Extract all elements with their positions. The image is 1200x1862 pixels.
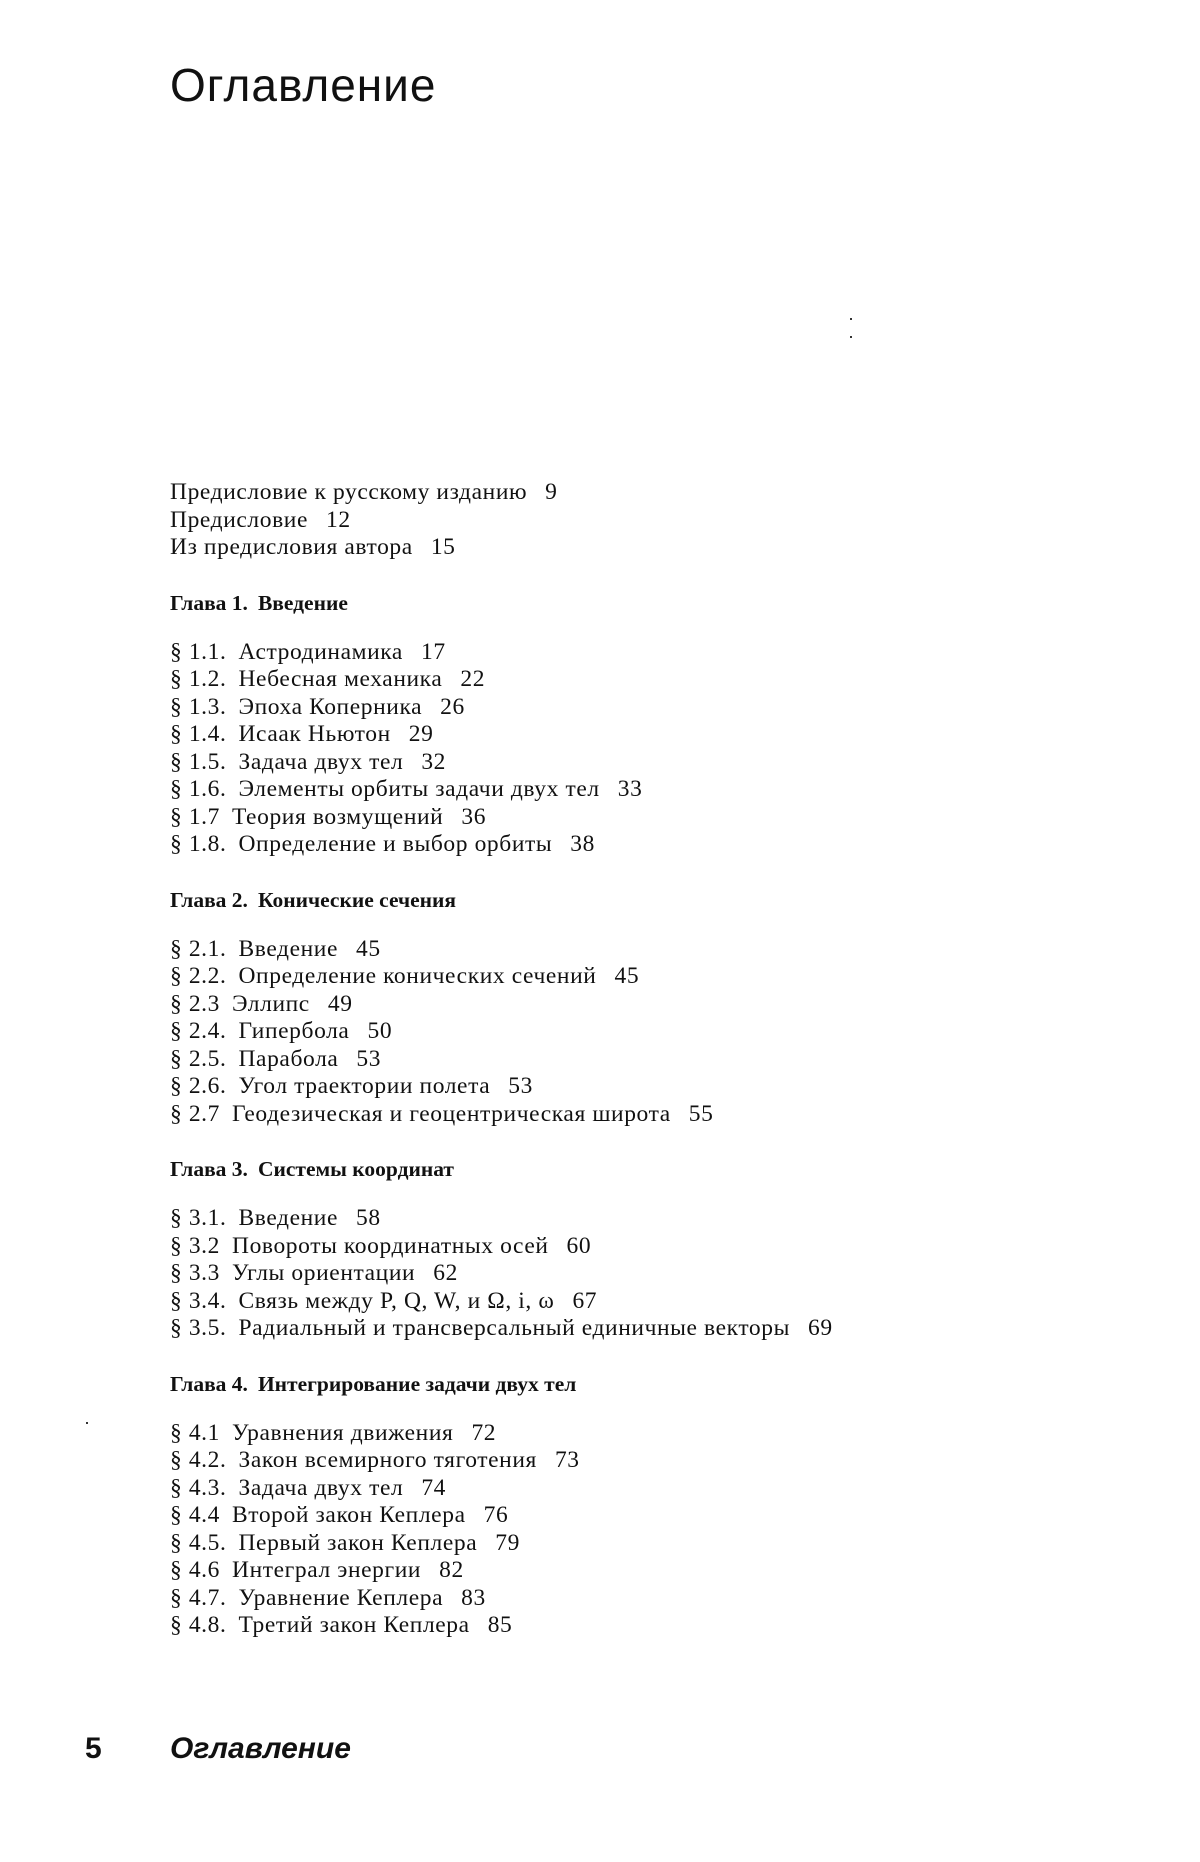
section-number: § 3.3: [170, 1260, 220, 1286]
section-number: § 2.2.: [170, 963, 227, 989]
chapter-heading: [170, 1371, 1130, 1398]
toc-entry: [170, 1046, 1130, 1074]
section-title: Связь между P, Q, W, и Ω, i, ω: [238, 1287, 555, 1314]
chapter-1: [170, 590, 1130, 859]
section-title: Третий закон Кеплера: [238, 1612, 470, 1638]
section-page: 58: [356, 1205, 381, 1231]
section-title: Уравнения движения: [232, 1419, 454, 1446]
section-page: 53: [508, 1073, 533, 1099]
section-title: Задача двух тел: [238, 1474, 404, 1501]
section-page: 33: [617, 776, 643, 802]
toc-entry: [170, 1205, 1130, 1233]
toc-entry: [170, 1420, 1130, 1448]
section-title: Определение конических сечений: [238, 963, 597, 989]
toc-entry: [170, 1447, 1130, 1475]
section-number: § 2.1.: [170, 935, 227, 962]
section-page: 85: [487, 1612, 513, 1638]
section-number: § 4.5.: [170, 1529, 227, 1556]
page-footer: [85, 1734, 351, 1764]
toc-entry: [170, 936, 1130, 964]
chapter-title: Интегрирование задачи двух тел: [257, 1371, 577, 1396]
section-page: 36: [461, 803, 487, 830]
table-of-contents: [170, 479, 1130, 1668]
toc-entry: [170, 1018, 1130, 1046]
section-page: 45: [356, 935, 381, 962]
section-page: 50: [367, 1018, 393, 1044]
section-number: § 1.3.: [170, 693, 227, 720]
toc-entry: [170, 507, 1130, 535]
toc-entry: [170, 1557, 1130, 1585]
section-number: § 1.5.: [170, 748, 227, 775]
toc-entry: [170, 831, 1130, 859]
section-number: § 4.7.: [170, 1584, 227, 1611]
section-page: 67: [572, 1287, 598, 1314]
section-number: § 3.2: [170, 1232, 220, 1259]
toc-entry: [170, 991, 1130, 1019]
chapter-heading: [170, 1156, 1130, 1183]
front-matter: [170, 479, 1130, 562]
section-title: Парабола: [238, 1045, 339, 1072]
section-title: Первый закон Кеплера: [238, 1529, 478, 1556]
section-title: Элементы орбиты задачи двух тел: [238, 776, 600, 802]
section-title: Эпоха Коперника: [238, 693, 423, 720]
section-page: 82: [439, 1557, 464, 1583]
section-title: Гипербола: [238, 1018, 350, 1044]
section-page: 49: [327, 990, 353, 1017]
section-number: § 3.1.: [170, 1205, 227, 1231]
entry-page: 9: [545, 479, 558, 505]
section-title: Астродинамика: [238, 638, 403, 665]
toc-entry: [170, 1073, 1130, 1101]
toc-entry: [170, 1315, 1130, 1343]
section-page: 83: [461, 1584, 486, 1611]
section-page: 62: [433, 1260, 458, 1286]
section-number: § 4.4: [170, 1502, 220, 1528]
toc-entry: [170, 666, 1130, 694]
section-number: § 1.1.: [170, 638, 227, 665]
section-title: Уравнение Кеплера: [238, 1584, 444, 1611]
toc-entry: [170, 1475, 1130, 1503]
section-number: § 2.6.: [170, 1073, 227, 1099]
scan-speck: [850, 336, 852, 338]
section-page: 32: [421, 748, 447, 775]
chapter-label: Глава 2.: [170, 887, 248, 912]
chapter-label: Глава 1.: [170, 590, 248, 615]
section-page: 69: [808, 1315, 833, 1341]
section-number: § 4.8.: [170, 1612, 227, 1638]
chapter-3: [170, 1156, 1130, 1343]
entry-page: 15: [430, 534, 456, 560]
toc-entry: [170, 776, 1130, 804]
section-number: § 4.6: [170, 1557, 220, 1583]
toc-entry: [170, 749, 1130, 777]
section-page: 72: [471, 1419, 497, 1446]
toc-entry: [170, 694, 1130, 722]
toc-entry: [170, 1101, 1130, 1129]
section-page: 26: [440, 693, 465, 720]
section-title: Задача двух тел: [238, 748, 404, 775]
chapter-heading: [170, 887, 1130, 914]
section-title: Радиальный и трансверсальный единичные векторы: [238, 1315, 791, 1341]
section-title: Интеграл энергии: [232, 1557, 422, 1583]
toc-entry: [170, 963, 1130, 991]
chapter-2: [170, 887, 1130, 1129]
section-number: § 1.2.: [170, 666, 227, 692]
section-page: 74: [421, 1474, 447, 1501]
section-title: Углы ориентации: [232, 1260, 416, 1286]
section-number: § 3.4.: [170, 1287, 227, 1314]
section-title: Введение: [238, 935, 339, 962]
section-title: Закон всемирного тяготения: [238, 1447, 537, 1473]
section-page: 38: [570, 831, 595, 857]
chapter-title: Конические сечения: [257, 887, 457, 912]
chapter-heading: [170, 590, 1130, 617]
section-title: Повороты координатных осей: [232, 1232, 549, 1259]
section-title: Геодезическая и геоцентрическая широта: [232, 1100, 671, 1127]
section-title: Исаак Ньютон: [238, 721, 391, 747]
section-page: 60: [566, 1232, 592, 1259]
chapter-label: Глава 3.: [170, 1157, 248, 1181]
chapter-title: Системы координат: [257, 1157, 454, 1181]
scan-speck: [86, 1422, 88, 1424]
section-number: § 1.4.: [170, 721, 227, 747]
section-number: § 2.4.: [170, 1018, 227, 1044]
section-page: 22: [460, 666, 486, 692]
toc-entry: [170, 1233, 1130, 1261]
section-number: § 2.3: [170, 990, 220, 1017]
section-page: 79: [495, 1529, 520, 1556]
section-page: 53: [356, 1045, 382, 1072]
section-page: 76: [483, 1502, 509, 1528]
toc-entry: [170, 1260, 1130, 1288]
section-number: § 2.7: [170, 1100, 220, 1127]
toc-entry: [170, 1585, 1130, 1613]
toc-entry: [170, 1612, 1130, 1640]
section-title: Теория возмущений: [232, 803, 444, 830]
section-title: Угол траектории полета: [238, 1073, 491, 1099]
section-page: 45: [614, 963, 640, 989]
section-number: § 1.7: [170, 803, 220, 830]
toc-entry: [170, 1288, 1130, 1316]
section-page: 29: [408, 721, 434, 747]
toc-entry: [170, 721, 1130, 749]
section-title: Эллипс: [232, 990, 310, 1017]
section-title: Небесная механика: [238, 666, 443, 692]
scan-speck: [850, 318, 852, 320]
section-page: 17: [420, 638, 446, 665]
section-number: § 4.2.: [170, 1447, 227, 1473]
toc-entry: [170, 479, 1130, 507]
section-title: Определение и выбор орбиты: [238, 831, 553, 857]
section-number: § 4.3.: [170, 1474, 227, 1501]
section-title: Введение: [238, 1205, 339, 1231]
section-title: Второй закон Кеплера: [232, 1502, 466, 1528]
section-page: 73: [554, 1447, 580, 1473]
chapter-title: Введение: [257, 590, 348, 615]
page-number: 5: [85, 1732, 102, 1765]
entry-title: Предисловие к русскому изданию: [170, 479, 528, 505]
section-number: § 1.8.: [170, 831, 227, 857]
section-number: § 4.1: [170, 1419, 220, 1446]
page-title: Оглавление: [170, 59, 437, 111]
entry-title: Из предисловия автора: [170, 534, 413, 560]
section-number: § 3.5.: [170, 1315, 227, 1341]
chapter-4: [170, 1371, 1130, 1640]
toc-entry: [170, 1502, 1130, 1530]
toc-entry: [170, 534, 1130, 562]
toc-entry: [170, 804, 1130, 832]
entry-title: Предисловие: [170, 506, 308, 533]
toc-entry: [170, 639, 1130, 667]
entry-page: 12: [325, 506, 351, 533]
section-number: § 2.5.: [170, 1045, 227, 1072]
section-number: § 1.6.: [170, 776, 227, 802]
section-page: 55: [688, 1100, 714, 1127]
toc-entry: [170, 1530, 1130, 1558]
running-head: Оглавление: [170, 1732, 351, 1765]
chapter-label: Глава 4.: [170, 1371, 248, 1396]
